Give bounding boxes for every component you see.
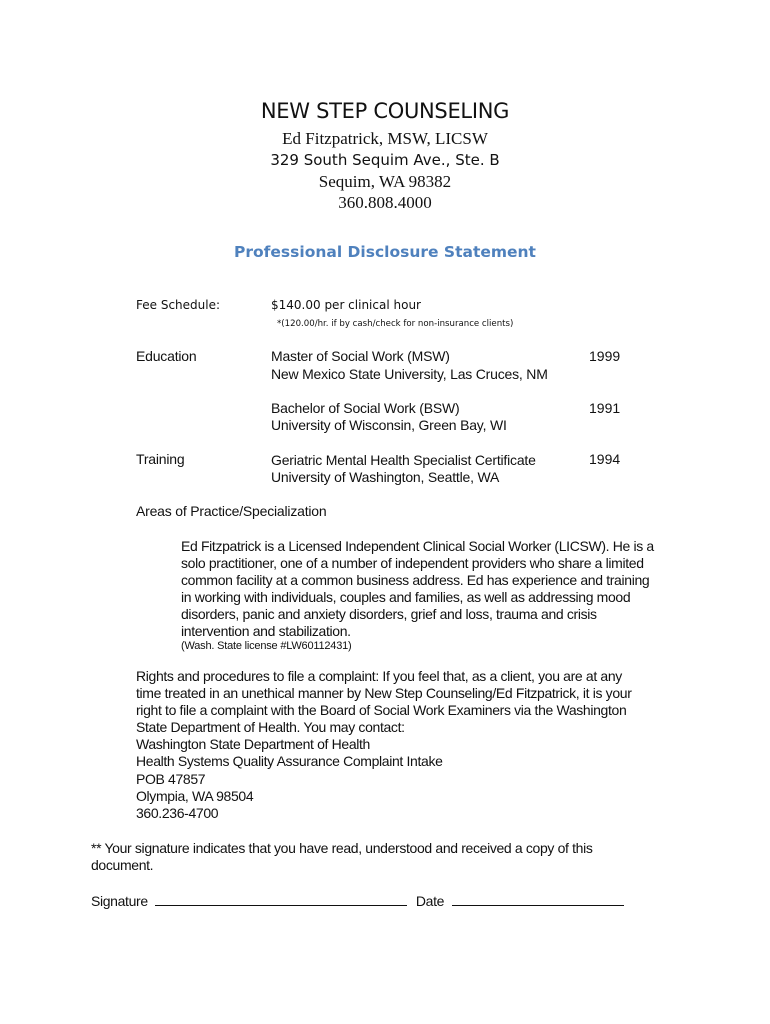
signature-field[interactable]: [155, 891, 407, 906]
rights-line: right to file a complaint with the Board of Social Work Examiners via the Washington: [136, 702, 627, 718]
acknowledgement-line: document.: [91, 857, 154, 873]
education-msw-school: New Mexico State University, Las Cruces, NM: [271, 366, 548, 382]
education-bsw-degree: Bachelor of Social Work (BSW): [271, 400, 460, 416]
rights-line: Rights and procedures to file a complaint: If you feel that, as a client, you are at any: [136, 668, 622, 684]
practice-line: intervention and stabilization.: [181, 623, 351, 639]
fee-value: $140.00 per clinical hour: [271, 298, 421, 312]
training-year: 1994: [589, 451, 621, 467]
address-line-2: Sequim, WA 98382: [318, 172, 452, 191]
practice-line: solo practitioner, one of a number of independent providers who share a limited: [181, 555, 644, 571]
training-label: Training: [136, 451, 185, 467]
signature-label: Signature: [91, 893, 148, 909]
contact-line: Health Systems Quality Assurance Complaint Intake: [136, 753, 443, 769]
education-bsw-school: University of Wisconsin, Green Bay, WI: [271, 417, 507, 433]
contact-line: POB 47857: [136, 771, 206, 787]
page-title: NEW STEP COUNSELING: [260, 99, 510, 123]
training-certificate: Geriatric Mental Health Specialist Certificate: [271, 452, 536, 468]
practice-heading: Areas of Practice/Specialization: [136, 503, 327, 519]
fee-note: *(120.00/hr. if by cash/check for non-insurance clients): [277, 319, 514, 329]
date-field[interactable]: [452, 891, 624, 906]
contact-line: 360.236-4700: [136, 805, 219, 821]
practice-line: Ed Fitzpatrick is a Licensed Independent Clinical Social Worker (LICSW). He is a: [181, 538, 654, 554]
education-bsw-year: 1991: [589, 400, 621, 416]
rights-line: time treated in an unethical manner by New Step Counseling/Ed Fitzpatrick, it is your: [136, 685, 632, 701]
phone-number: 360.808.4000: [338, 193, 432, 212]
education-msw-year: 1999: [589, 348, 621, 364]
contact-line: Olympia, WA 98504: [136, 788, 254, 804]
fee-label: Fee Schedule:: [136, 298, 221, 312]
practice-line: in working with individuals, couples and families, as well as addressing mood: [181, 589, 631, 605]
education-msw-degree: Master of Social Work (MSW): [271, 348, 450, 364]
education-label: Education: [136, 348, 197, 364]
practice-line: common facility at a common business address. Ed has experience and training: [181, 572, 650, 588]
license-number: (Wash. State license #LW60112431): [181, 640, 352, 652]
date-label: Date: [415, 893, 445, 909]
training-school: University of Washington, Seattle, WA: [271, 469, 500, 485]
acknowledgement-line: ** Your signature indicates that you have read, understood and received a copy of this: [91, 840, 593, 856]
rights-line: State Department of Health. You may contact:: [136, 719, 405, 735]
address-line-1: 329 South Sequim Ave., Ste. B: [270, 151, 500, 169]
practitioner-name: Ed Fitzpatrick, MSW, LICSW: [282, 129, 488, 148]
practice-line: disorders, panic and anxiety disorders, grief and loss, trauma and crisis: [181, 606, 597, 622]
section-title: Professional Disclosure Statement: [234, 243, 536, 261]
contact-line: Washington State Department of Health: [136, 736, 370, 752]
signature-row: [91, 891, 624, 909]
